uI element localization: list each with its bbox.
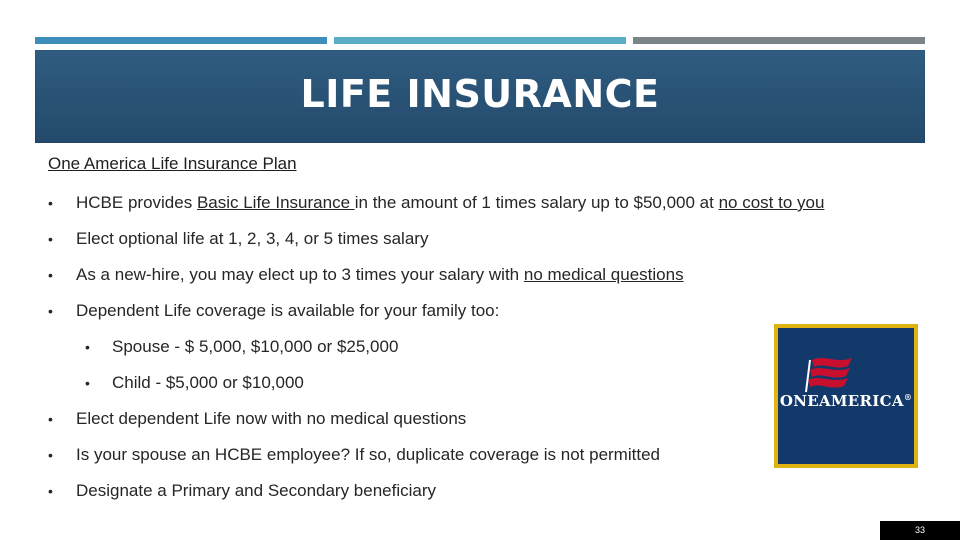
flag-icon	[802, 354, 872, 394]
bullet-item	[48, 226, 928, 262]
bullet-icon: •	[48, 411, 53, 427]
oneamerica-logo	[774, 324, 918, 468]
bullet-icon: •	[85, 339, 90, 355]
bullet-text: Designate a Primary and Secondary beneficiary	[76, 481, 437, 500]
bullet-text: Spouse - $ 5,000, $10,000 or $25,000	[112, 337, 399, 356]
bullet-icon: •	[48, 231, 53, 247]
bullet-item	[48, 478, 928, 514]
bullet-text: Elect optional life at 1, 2, 3, 4, or 5 times salary	[76, 229, 429, 248]
bullet-icon: •	[48, 303, 53, 319]
bullet-icon: •	[48, 267, 53, 283]
title-band	[35, 50, 925, 143]
bullet-icon: •	[48, 483, 53, 499]
accent-bar-3	[633, 37, 925, 44]
page-number: 33	[880, 521, 960, 540]
logo-wordmark: ONEAMERICA®	[779, 392, 913, 410]
bullet-icon: •	[48, 447, 53, 463]
accent-bar-1	[35, 37, 327, 44]
bullet-text: As a new-hire, you may elect up to 3 times your salary with no medical questions	[76, 265, 684, 284]
bullet-icon: •	[48, 195, 53, 211]
bullet-text: HCBE provides Basic Life Insurance in the amount of 1 times salary up to $50,000 at no cost to you	[76, 193, 825, 212]
bullet-item	[48, 262, 928, 298]
bullet-text: Is your spouse an HCBE employee? If so, duplicate coverage is not permitted	[76, 445, 660, 464]
bullet-text: Elect dependent Life now with no medical questions	[76, 409, 467, 428]
slide-title: LIFE INSURANCE	[300, 72, 660, 116]
bullet-text: Child - $5,000 or $10,000	[112, 373, 304, 392]
slide-subtitle: One America Life Insurance Plan	[48, 154, 297, 173]
accent-bar-2	[334, 37, 626, 44]
bullet-item	[48, 190, 928, 226]
bullet-text: Dependent Life coverage is available for your family too:	[76, 301, 500, 320]
bullet-icon: •	[85, 375, 90, 391]
